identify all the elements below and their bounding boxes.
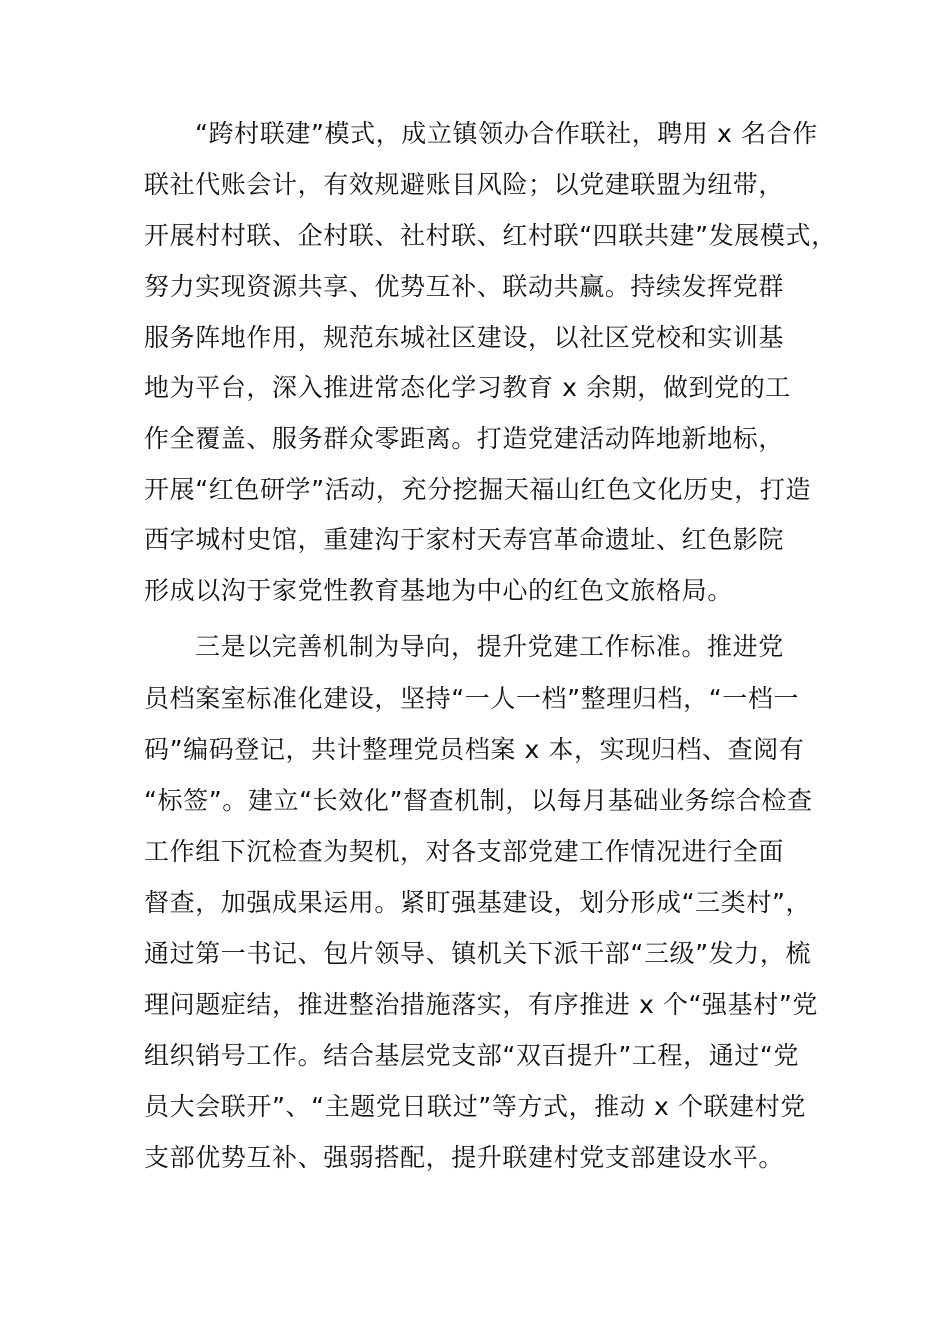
paragraph-line: 西字城村史馆，重建沟于家村天寿宫革命遗址、红色影院 xyxy=(144,525,785,554)
paragraph-line: 督查，加强成果运用。紧盯强基建设，划分形成“三类村”， xyxy=(144,888,812,917)
paragraph-line: 通过第一书记、包片领导、镇机关下派干部“三级”发力，梳 xyxy=(144,939,812,968)
paragraph-line: 努力实现资源共享、优势互补、联动共赢。持续发挥党群 xyxy=(144,272,785,301)
paragraph-line: 服务阵地作用，规范东城社区建设，以社区党校和实训基 xyxy=(144,323,785,352)
paragraph-line: 员档案室标准化建设，坚持“一人一档”整理归档，“一档一 xyxy=(144,684,800,713)
paragraph-line: 员大会联开”、“主题党日联过”等方式，推动 x 个联建村党 xyxy=(144,1092,806,1121)
paragraph-line: 支部优势互补、强弱搭配，提升联建村党支部建设水平。 xyxy=(144,1143,785,1172)
paragraph-line: 三是以完善机制为导向，提升党建工作标准。推进党 xyxy=(195,632,784,661)
paragraph-line: 码”编码登记，共计整理党员档案 x 本，实现归档、查阅有 xyxy=(144,735,805,764)
paragraph-line: 理问题症结，推进整治措施落实，有序推进 x 个“强基村”党 xyxy=(144,990,818,1019)
paragraph-line: 工作组下沉检查为契机，对各支部党建工作情况进行全面 xyxy=(144,837,785,866)
paragraph-line: 地为平台，深入推进常态化学习教育 x 余期，做到党的工 xyxy=(144,373,791,402)
paragraph-line: 形成以沟于家党性教育基地为中心的红色文旅格局。 xyxy=(144,576,733,605)
paragraph-line: 作全覆盖、服务群众零距离。打造党建活动阵地新地标， xyxy=(144,424,785,453)
paragraph-line: 组织销号工作。结合基层党支部“双百提升”工程，通过“党 xyxy=(144,1041,800,1070)
paragraph-line: 开展“红色研学”活动，充分挖掘天福山红色文化历史，打造 xyxy=(144,475,812,504)
paragraph-line: “跨村联建”模式，成立镇领办合作联社，聘用 x 名合作 xyxy=(195,119,818,148)
paragraph-line: 联社代账会计，有效规避账目风险；以党建联盟为纽带， xyxy=(144,170,785,199)
paragraph-line: 开展村村联、企村联、社村联、红村联“四联共建”发展模式， xyxy=(144,221,837,250)
paragraph-line: “标签”。建立“长效化”督查机制，以每月基础业务综合检查 xyxy=(144,786,813,815)
